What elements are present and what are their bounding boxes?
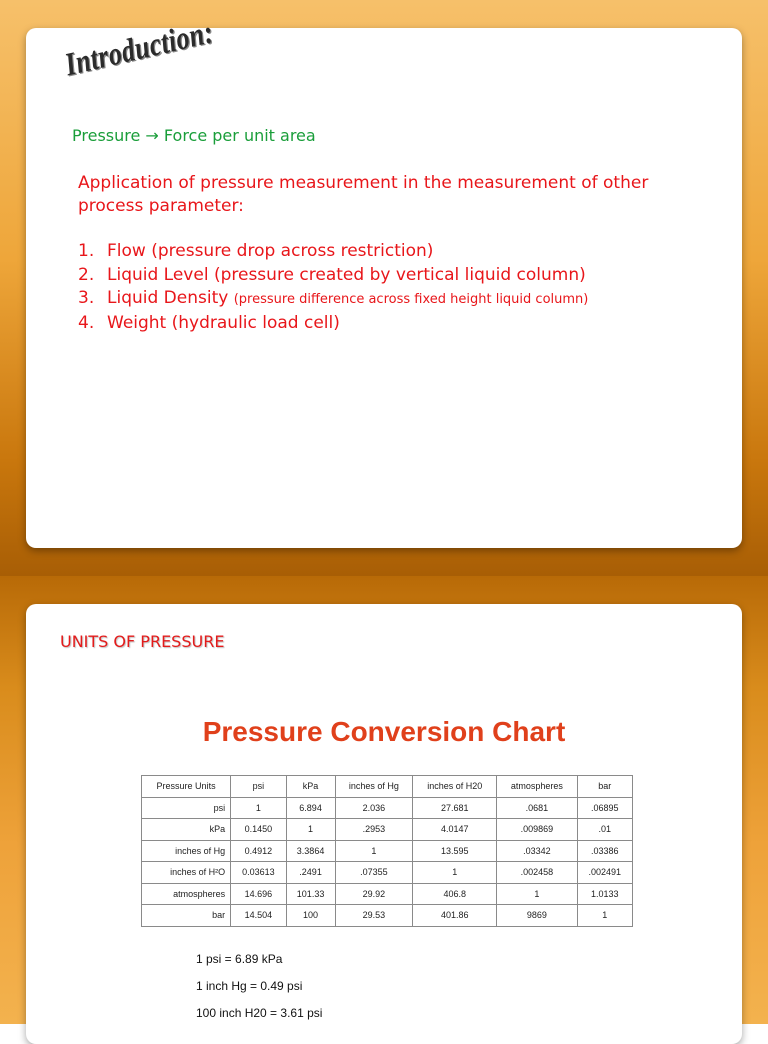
table-row bbox=[142, 883, 633, 905]
table-row bbox=[142, 819, 633, 841]
list-item-text: Flow (pressure drop across restriction) bbox=[107, 241, 434, 261]
table-cell: 6.894 bbox=[286, 797, 335, 819]
table-header-row bbox=[142, 776, 633, 798]
conversion-table bbox=[141, 775, 633, 927]
table-cell: 3.3864 bbox=[286, 840, 335, 862]
column-header: bar bbox=[577, 776, 632, 798]
list-item: 1. Flow (pressure drop across restriction) bbox=[78, 241, 434, 261]
table-cell: .002491 bbox=[577, 862, 632, 884]
list-item-text: Liquid Level (pressure created by vertical liquid column) bbox=[107, 264, 586, 285]
table-cell: .06895 bbox=[577, 797, 632, 819]
table-cell: .03386 bbox=[577, 840, 632, 862]
table-cell: 13.595 bbox=[413, 840, 497, 862]
table-cell: 14.504 bbox=[231, 905, 286, 927]
application-intro: Application of pressure measurement in the measurement of other process parameter: bbox=[78, 173, 649, 216]
column-header: Pressure Units bbox=[142, 776, 231, 798]
table-cell: 1.0133 bbox=[577, 883, 632, 905]
table-cell: 2.036 bbox=[335, 797, 413, 819]
table-cell: .07355 bbox=[335, 862, 413, 884]
table-cell: 29.92 bbox=[335, 883, 413, 905]
slide-title: Introduction: bbox=[61, 13, 217, 83]
column-header: atmospheres bbox=[497, 776, 577, 798]
row-label: inches of Hg bbox=[142, 840, 231, 862]
table-cell: 29.53 bbox=[335, 905, 413, 927]
table-cell: 4.0147 bbox=[413, 819, 497, 841]
table-cell: 401.86 bbox=[413, 905, 497, 927]
table-cell: 0.4912 bbox=[231, 840, 286, 862]
table-cell: .0681 bbox=[497, 797, 577, 819]
list-item-text: Liquid Density bbox=[107, 288, 229, 308]
conversion-note: 100 inch H20 = 3.61 psi bbox=[196, 1006, 323, 1020]
table-cell: 100 bbox=[286, 905, 335, 927]
table-cell: .01 bbox=[577, 819, 632, 841]
list-item: 2. Liquid Level (pressure created by vertical liquid column) bbox=[78, 264, 586, 285]
table-cell: 27.681 bbox=[413, 797, 497, 819]
table-cell: 1 bbox=[286, 819, 335, 841]
row-label: inches of H²O bbox=[142, 862, 231, 884]
list-item-text: Weight (hydraulic load cell) bbox=[107, 312, 340, 333]
table-cell: 1 bbox=[497, 883, 577, 905]
table-cell: 406.8 bbox=[413, 883, 497, 905]
row-label: psi bbox=[142, 797, 231, 819]
table-row bbox=[142, 862, 633, 884]
conversion-note: 1 psi = 6.89 kPa bbox=[196, 952, 283, 966]
table-cell: 9869 bbox=[497, 905, 577, 927]
table-cell: 14.696 bbox=[231, 883, 286, 905]
list-item-note: (pressure difference across fixed height liquid column) bbox=[233, 292, 589, 307]
slide-introduction bbox=[26, 13, 742, 548]
conversion-note: 1 inch Hg = 0.49 psi bbox=[196, 979, 303, 993]
table-cell: 1 bbox=[413, 862, 497, 884]
row-label: atmospheres bbox=[142, 883, 231, 905]
slide-heading: UNITS OF PRESSURE bbox=[60, 632, 225, 651]
table-cell: .009869 bbox=[497, 819, 577, 841]
table-cell: .002458 bbox=[497, 862, 577, 884]
column-header: psi bbox=[231, 776, 286, 798]
table-cell: .2491 bbox=[286, 862, 335, 884]
conversion-notes bbox=[196, 946, 322, 1027]
list-item: 3. Liquid Density (pressure difference across fixed height liquid column) bbox=[78, 288, 589, 308]
table-cell: 1 bbox=[231, 797, 286, 819]
table-cell: 101.33 bbox=[286, 883, 335, 905]
column-header: inches of H20 bbox=[413, 776, 497, 798]
table-cell: .03342 bbox=[497, 840, 577, 862]
chart-title: Pressure Conversion Chart bbox=[202, 716, 566, 747]
table-row bbox=[142, 797, 633, 819]
pressure-definition: Pressure → Force per unit area bbox=[72, 126, 316, 145]
table-cell: 1 bbox=[335, 840, 413, 862]
application-list bbox=[78, 240, 588, 335]
table-cell: .2953 bbox=[335, 819, 413, 841]
table-cell: 0.1450 bbox=[231, 819, 286, 841]
row-label: bar bbox=[142, 905, 231, 927]
table-row bbox=[142, 840, 633, 862]
column-header: inches of Hg bbox=[335, 776, 413, 798]
table-cell: 1 bbox=[577, 905, 632, 927]
column-header: kPa bbox=[286, 776, 335, 798]
list-item: 4. Weight (hydraulic load cell) bbox=[78, 312, 340, 333]
table-cell: 0.03613 bbox=[231, 862, 286, 884]
slide-units-of-pressure bbox=[26, 604, 742, 1044]
row-label: kPa bbox=[142, 819, 231, 841]
table-row bbox=[142, 905, 633, 927]
